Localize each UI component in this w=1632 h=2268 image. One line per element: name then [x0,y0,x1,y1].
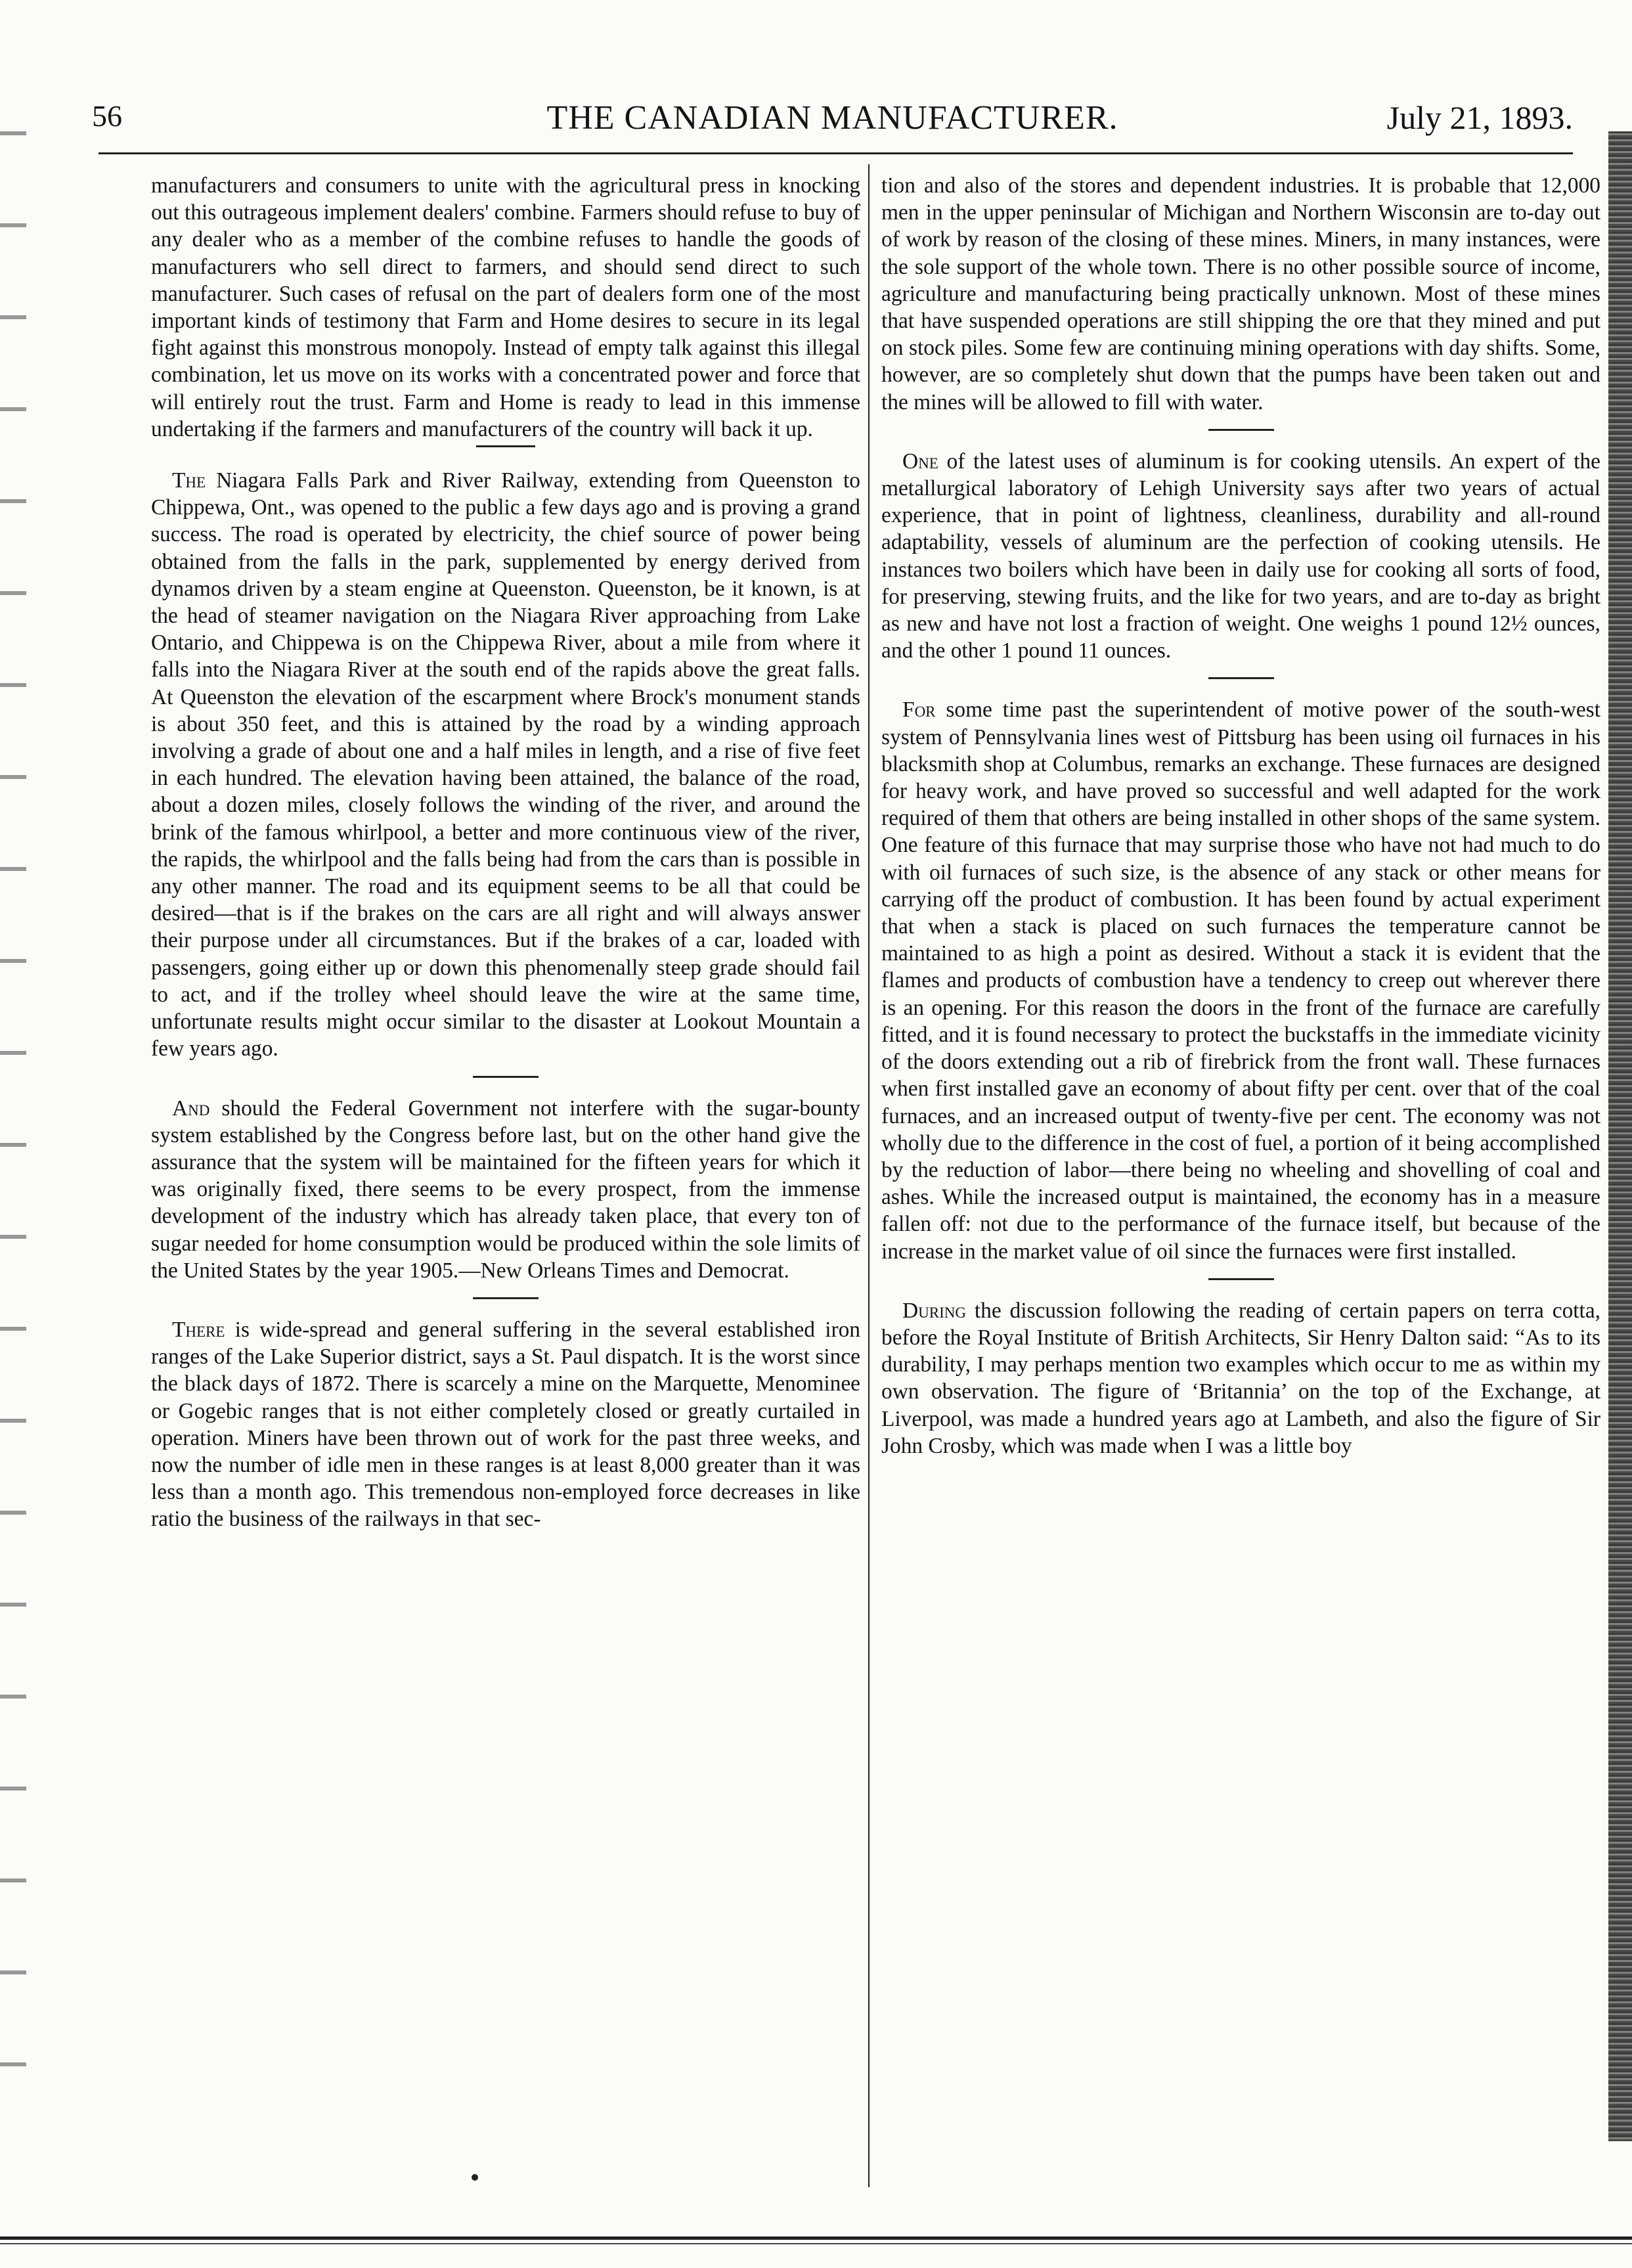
article-separator [1208,1278,1274,1280]
article-body: is wide-spread and general suffering in the several established iron ranges of the Lake Superior district, says a St. Paul dispatch. It is the worst since the black days of 1872. There is scarcely a mine on the Marquette, Menominee or Gogebic ranges that is not either completely closed or greatly curtailed in operation. Miners have been thrown out of work for the past three weeks, and now the number of idle men in these ranges is at least 8,000 greater than it was less than a month ago. This tremendous non-employed force decreases in like ratio the business of the railways in that sec- [151,1317,860,1532]
article-lead-word: There [172,1317,225,1342]
article-lead-word: For [902,698,936,723]
page-dot [472,2174,478,2181]
left-column [151,172,860,1533]
bottom-rule-thin [0,2243,1632,2244]
article-mines-continued: tion and also of the stores and dependent industries. It is probable that 12,000 men in the upper peninsular of Michigan and Northern Wisconsin are to-day out of work by reason of the closing of these mines. Miners, in many instances, were the sole support of the whole town. There is no other possible source of income, agriculture and manufacturing being practically unknown. Most of these mines that have suspended operations are still shipping the ore that they mined and put on stock piles. Some few are continuing mining operations with day shifts. Some, however, are so completely shut down that the pumps have been taken out and the mines will be allowed to fill with water. [881,173,1600,414]
article-lead-word: One [902,449,938,474]
article-body: Niagara Falls Park and River Railway, extending from Queenston to Chippewa, Ont., was opened to the public a few days ago and is proving a grand success. The road is operated by electricity, the chief source of power being obtained from the falls in the park, supplemented by energy derived from dynamos driven by a steam engine at Queenston. Queenston, be it known, is at the head of steamer navigation on the Niagara River approaching from Lake Ontario, and Chippewa is on the Chippewa River, about a mile from where it falls into the Niagara River at the south end of the rapids above the great falls. At Queenston the elevation of the escarpment where Brock's monument stands is about 350 feet, and this is attained by the road by a winding approach involving a grade of about one and a half miles in length, and a rise of five feet in each hundred. The elevation having been attained, the balance of the road, about a dozen miles, closely follows the winding of the river, and around the brink of the famous whirlpool, a better and more continuous view of the river, the rapids, the whirlpool and the falls being had from the cars than is possible in any other manner. The road and its equipment seems to be all that could be desired—that is if the brakes on the cars are all right and will always answer their purpose under all circumstances. But if the brakes of a car, loaded with passengers, going either up or down this phenomenally steep grade should fail to act, and if the trolley wheel should leave the wire at the same time, unfortunate results might occur similar to the disaster at Lookout Mountain a few years ago. [151,468,860,1061]
article-body: of the latest uses of aluminum is for cooking utensils. An expert of the metallurgical laboratory of Lehigh University says after two years of actual experience, that in point of lightness, cleanliness, durability and all-round adaptability, vessels of aluminum are the perfection of cooking utensils. He instances two boilers which have been in daily use for cooking all sorts of food, for preserving, stewing fruits, and the like for two years, and are to-day as bright as new and have not lost a fraction of weight. One weighs 1 pound 12½ ounces, and the other 1 pound 11 ounces. [881,449,1600,663]
article-lead-word: During [902,1298,966,1323]
right-column [881,172,1600,1459]
article-separator [473,1076,539,1078]
article-farm-and-home: manufacturers and consumers to unite with the agricultural press in knocking out this outrageous implement dealers' combine. Farmers should refuse to buy of any dealer who as a member of the combine refuses to handle the goods of manufacturers who sell direct to farmers, and should send direct to such manufacturer. Such cases of refusal on the part of dealers form one of the most important kinds of testimony that Farm and Home desires to secure in its legal fight against this monstrous monopoly. Instead of empty talk against this illegal combination, let us move on its works with a concentrated power and force that will entirely rout the trust. Farm and Home is ready to lead in this immense undertaking if the farmers and manufacturers of the country will back it up. [151,173,860,441]
article-oil-furnaces [881,696,1600,1264]
article-body: the discussion following the reading of certain papers on terra cotta, before the Royal Institute of British Architects, Sir Henry Dalton said: “As to its durability, I may perhaps mention two examples which occur to me as within my own observation. The figure of ‘Britannia’ on the top of the Exchange, at Liverpool, was made a hundred years ago at Lambeth, and also the figure of Sir John Crosby, which was made when I was a little boy [881,1298,1600,1458]
article-lead-word: And [172,1096,210,1121]
header-rule [99,152,1573,154]
publication-title: THE CANADIAN MANUFACTURER. [546,99,1118,137]
article-niagara-railway [151,467,860,1062]
article-separator [1208,429,1274,431]
scan-margin-marks [0,85,26,2122]
issue-date: July 21, 1893. [1386,99,1573,136]
bottom-rule [0,2236,1632,2240]
article-body: should the Federal Government not interfere with the sugar-bounty system established by the Congress before last, but on the other hand give the assurance that the system will be maintained for the fifteen years for which it was originally fixed, there seems to be every prospect, from the immense development of the industry which has already taken place, that every ton of sugar needed for home consumption would be produced within the sole limits of the United States by the year 1905.—New Orleans Times and Democrat. [151,1096,860,1283]
column-rule [868,164,870,2187]
article-separator [473,1297,539,1299]
page-number: 56 [92,99,122,133]
article-lake-superior [151,1316,860,1533]
article-separator [1208,677,1274,679]
article-lead-word: The [172,468,206,493]
page-header [92,99,1573,145]
article-separator [476,445,535,447]
article-terra-cotta [881,1297,1600,1459]
article-aluminum [881,448,1600,665]
article-body: some time past the superintendent of motive power of the south-west system of Pennsylvania lines west of Pittsburg has been using oil furnaces in his blacksmith shop at Columbus, remarks an exchange. These furnaces are designed for heavy work, and have proved so successful and well adapted for the work required of them that others are being installed in other shops of the same system. One feature of this furnace that may surprise those who have not had much to do with oil furnaces of such size, is the absence of any stack or other means for carrying off the product of combustion. It has been found by actual experiment that when a stack is placed on such furnaces the temperature cannot be maintained to as high a point as desired. Without a stack it is evident that the flames and products of combustion have a tendency to creep out wherever there is an opening. For this reason the doors in the front of the furnace are carefully fitted, and it is found necessary to protect the buckstaffs in the immediate vicinity of the doors extending out a rib of firebrick from the front wall. These furnaces when first installed gave an economy of about fifty per cent. over that of the coal furnaces, and an increased output of twenty-five per cent. The economy was not wholly due to the difference in the cost of fuel, a portion of it being accomplished by the reduction of labor—there being no wheeling and shovelling of coal and ashes. While the increased output is maintained, the economy has in a measure fallen off: not due to the performance of the furnace itself, but because of the increase in the market value of oil since the furnaces were first installed. [881,698,1600,1264]
article-sugar-bounty [151,1095,860,1284]
scan-edge-shading [1608,131,1632,2141]
